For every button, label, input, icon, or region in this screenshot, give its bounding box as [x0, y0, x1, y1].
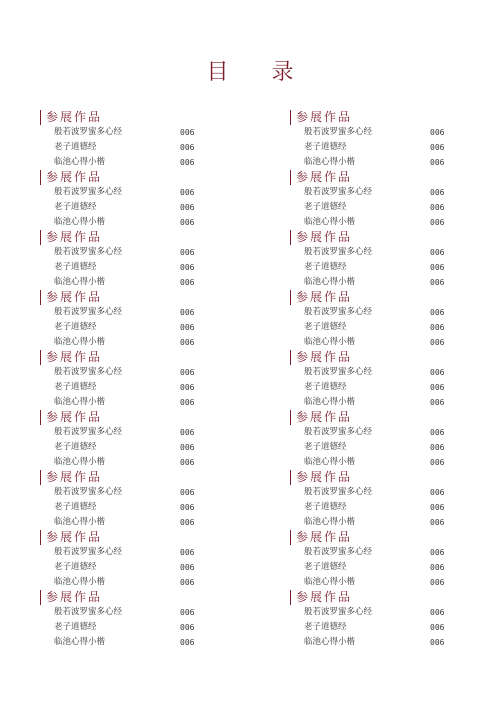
page-number: 006 [430, 308, 445, 317]
toc-entry[interactable] [290, 485, 490, 500]
toc-section [40, 230, 240, 290]
page-number: 006 [430, 548, 445, 557]
toc-entry[interactable] [40, 620, 240, 635]
page-number: 006 [430, 428, 445, 437]
toc-section [290, 470, 490, 530]
entry-title: 老子道德经 [304, 322, 347, 332]
toc-entry[interactable] [40, 545, 240, 560]
entry-title: 临池心得小楷 [54, 457, 106, 467]
toc-entry[interactable] [290, 425, 490, 440]
page-number: 006 [180, 158, 195, 167]
toc-section [290, 410, 490, 470]
page-title: 目 录 [206, 60, 312, 85]
page-number: 006 [430, 623, 445, 632]
entry-title: 般若波罗蜜多心经 [304, 127, 373, 137]
entry-title: 般若波罗蜜多心经 [54, 367, 123, 377]
toc-entry[interactable] [40, 365, 240, 380]
page-number: 006 [180, 338, 195, 347]
toc-entry[interactable] [290, 560, 490, 575]
page-number: 006 [180, 128, 195, 137]
page-number: 006 [180, 488, 195, 497]
entry-title: 临池心得小楷 [54, 577, 106, 587]
toc-entry[interactable] [40, 635, 240, 650]
section-heading[interactable]: 参展作品 [290, 590, 490, 605]
entry-title: 临池心得小楷 [304, 517, 356, 527]
toc-entry[interactable] [40, 560, 240, 575]
page-number: 006 [430, 278, 445, 287]
toc-entry[interactable] [40, 440, 240, 455]
page-number: 006 [180, 518, 195, 527]
toc-entry[interactable] [290, 215, 490, 230]
toc-entry[interactable] [290, 365, 490, 380]
toc-entry[interactable] [290, 620, 490, 635]
page-number: 006 [180, 188, 195, 197]
entry-title: 老子道德经 [54, 202, 97, 212]
entry-title: 老子道德经 [304, 142, 347, 152]
page-number: 006 [180, 503, 195, 512]
toc-entry[interactable] [290, 140, 490, 155]
page-number: 006 [430, 638, 445, 647]
toc-entry[interactable] [290, 545, 490, 560]
page-number: 006 [180, 203, 195, 212]
section-heading[interactable]: 参展作品 [290, 350, 490, 365]
toc-entry[interactable] [290, 335, 490, 350]
toc-entry[interactable] [40, 215, 240, 230]
page-number: 006 [430, 458, 445, 467]
toc-section [290, 170, 490, 230]
toc-entry[interactable] [290, 260, 490, 275]
toc-entry[interactable] [290, 440, 490, 455]
page-number: 006 [430, 443, 445, 452]
toc-section [40, 290, 240, 350]
page-number: 006 [430, 158, 445, 167]
toc-entry[interactable] [290, 515, 490, 530]
entry-title: 般若波罗蜜多心经 [304, 367, 373, 377]
page-number: 006 [430, 383, 445, 392]
entry-title: 老子道德经 [54, 622, 97, 632]
entry-title: 临池心得小楷 [304, 637, 356, 647]
entry-title: 临池心得小楷 [304, 277, 356, 287]
entry-title: 临池心得小楷 [304, 157, 356, 167]
toc-entry[interactable] [40, 455, 240, 470]
toc-entry[interactable] [290, 635, 490, 650]
toc-entry[interactable] [40, 155, 240, 170]
page-number: 006 [430, 503, 445, 512]
section-heading[interactable]: 参展作品 [290, 470, 490, 485]
toc-entry[interactable] [40, 185, 240, 200]
page-number: 006 [180, 548, 195, 557]
toc-entry[interactable] [40, 485, 240, 500]
entry-title: 般若波罗蜜多心经 [54, 247, 123, 257]
toc-entry[interactable] [40, 140, 240, 155]
toc-entry[interactable] [290, 575, 490, 590]
toc-section [40, 410, 240, 470]
entry-title: 般若波罗蜜多心经 [304, 547, 373, 557]
entry-title: 般若波罗蜜多心经 [304, 187, 373, 197]
entry-title: 老子道德经 [304, 382, 347, 392]
section-heading[interactable]: 参展作品 [40, 470, 240, 485]
page-number: 006 [180, 563, 195, 572]
entry-title: 老子道德经 [304, 622, 347, 632]
page-number: 006 [430, 218, 445, 227]
toc-entry[interactable] [40, 575, 240, 590]
entry-title: 般若波罗蜜多心经 [54, 187, 123, 197]
entry-title: 般若波罗蜜多心经 [304, 307, 373, 317]
toc-section [40, 170, 240, 230]
page-number: 006 [430, 488, 445, 497]
page-number: 006 [430, 128, 445, 137]
toc-entry[interactable] [40, 275, 240, 290]
page-number: 006 [180, 263, 195, 272]
entry-title: 临池心得小楷 [304, 457, 356, 467]
toc-entry[interactable] [40, 605, 240, 620]
toc-section [290, 590, 490, 650]
section-heading[interactable]: 参展作品 [40, 530, 240, 545]
entry-title: 老子道德经 [54, 142, 97, 152]
section-heading[interactable]: 参展作品 [290, 170, 490, 185]
section-heading[interactable]: 参展作品 [290, 110, 490, 125]
toc-entry[interactable] [40, 305, 240, 320]
toc-entry[interactable] [40, 260, 240, 275]
toc-entry[interactable] [290, 155, 490, 170]
toc-entry[interactable] [40, 395, 240, 410]
page-number: 006 [180, 248, 195, 257]
page-number: 006 [430, 323, 445, 332]
toc-entry[interactable] [40, 200, 240, 215]
page-number: 006 [180, 308, 195, 317]
toc-section [290, 110, 490, 170]
entry-title: 临池心得小楷 [54, 517, 106, 527]
page-number: 006 [180, 278, 195, 287]
toc-entry[interactable] [290, 500, 490, 515]
entry-title: 老子道德经 [54, 322, 97, 332]
toc-entry[interactable] [290, 380, 490, 395]
page-number: 006 [430, 563, 445, 572]
section-heading[interactable]: 参展作品 [290, 410, 490, 425]
toc-entry[interactable] [40, 335, 240, 350]
page-number: 006 [180, 368, 195, 377]
entry-title: 临池心得小楷 [54, 157, 106, 167]
toc-column-left [40, 110, 240, 650]
toc-entry[interactable] [40, 515, 240, 530]
toc-entry[interactable] [290, 605, 490, 620]
entry-title: 临池心得小楷 [54, 217, 106, 227]
section-heading[interactable]: 参展作品 [40, 350, 240, 365]
toc-column-right [290, 110, 490, 650]
toc-section [40, 350, 240, 410]
page-number: 006 [180, 458, 195, 467]
page-number: 006 [180, 578, 195, 587]
toc-section [40, 110, 240, 170]
toc-section [290, 290, 490, 350]
section-heading[interactable]: 参展作品 [40, 170, 240, 185]
toc-section [40, 470, 240, 530]
toc-section [40, 530, 240, 590]
page-number: 006 [180, 143, 195, 152]
page-number: 006 [430, 368, 445, 377]
page-number: 006 [180, 398, 195, 407]
entry-title: 般若波罗蜜多心经 [304, 247, 373, 257]
toc-entry[interactable] [40, 425, 240, 440]
toc-entry[interactable] [40, 500, 240, 515]
entry-title: 般若波罗蜜多心经 [304, 487, 373, 497]
toc-section [290, 530, 490, 590]
section-heading[interactable]: 参展作品 [40, 230, 240, 245]
page-number: 006 [430, 518, 445, 527]
page-number: 006 [180, 443, 195, 452]
section-heading[interactable]: 参展作品 [290, 290, 490, 305]
page-number: 006 [180, 623, 195, 632]
toc-entry[interactable] [40, 125, 240, 140]
page-number: 006 [430, 188, 445, 197]
section-heading[interactable]: 参展作品 [40, 290, 240, 305]
toc-entry[interactable] [290, 245, 490, 260]
toc-entry[interactable] [290, 320, 490, 335]
entry-title: 老子道德经 [54, 442, 97, 452]
entry-title: 般若波罗蜜多心经 [54, 487, 123, 497]
page-number: 006 [430, 398, 445, 407]
toc-entry[interactable] [290, 200, 490, 215]
entry-title: 临池心得小楷 [304, 577, 356, 587]
entry-title: 老子道德经 [54, 262, 97, 272]
entry-title: 老子道德经 [304, 442, 347, 452]
section-heading[interactable]: 参展作品 [290, 230, 490, 245]
toc-section [290, 350, 490, 410]
entry-title: 般若波罗蜜多心经 [304, 427, 373, 437]
section-heading[interactable]: 参展作品 [40, 110, 240, 125]
toc-entry[interactable] [290, 395, 490, 410]
section-heading[interactable]: 参展作品 [40, 410, 240, 425]
entry-title: 老子道德经 [304, 202, 347, 212]
entry-title: 般若波罗蜜多心经 [54, 607, 123, 617]
toc-entry[interactable] [40, 320, 240, 335]
page-number: 006 [430, 143, 445, 152]
toc-entry[interactable] [40, 245, 240, 260]
entry-title: 般若波罗蜜多心经 [54, 127, 123, 137]
page-number: 006 [180, 608, 195, 617]
entry-title: 老子道德经 [304, 262, 347, 272]
entry-title: 临池心得小楷 [304, 217, 356, 227]
entry-title: 般若波罗蜜多心经 [54, 427, 123, 437]
page-number: 006 [430, 263, 445, 272]
toc-entry[interactable] [40, 380, 240, 395]
entry-title: 临池心得小楷 [304, 337, 356, 347]
entry-title: 临池心得小楷 [54, 337, 106, 347]
section-heading[interactable]: 参展作品 [40, 590, 240, 605]
page-number: 006 [180, 323, 195, 332]
toc-entry[interactable] [290, 125, 490, 140]
entry-title: 老子道德经 [54, 382, 97, 392]
page-number: 006 [180, 218, 195, 227]
page-number: 006 [180, 428, 195, 437]
toc-section [290, 230, 490, 290]
section-heading[interactable]: 参展作品 [290, 530, 490, 545]
entry-title: 老子道德经 [54, 502, 97, 512]
page-number: 006 [430, 203, 445, 212]
entry-title: 临池心得小楷 [304, 397, 356, 407]
entry-title: 老子道德经 [304, 562, 347, 572]
entry-title: 般若波罗蜜多心经 [304, 607, 373, 617]
toc-entry[interactable] [290, 275, 490, 290]
entry-title: 临池心得小楷 [54, 637, 106, 647]
page-number: 006 [430, 338, 445, 347]
entry-title: 老子道德经 [304, 502, 347, 512]
page-number: 006 [430, 578, 445, 587]
entry-title: 临池心得小楷 [54, 397, 106, 407]
entry-title: 般若波罗蜜多心经 [54, 547, 123, 557]
toc-entry[interactable] [290, 455, 490, 470]
entry-title: 般若波罗蜜多心经 [54, 307, 123, 317]
page-number: 006 [180, 383, 195, 392]
toc-entry[interactable] [290, 305, 490, 320]
toc-entry[interactable] [290, 185, 490, 200]
entry-title: 老子道德经 [54, 562, 97, 572]
page-number: 006 [430, 248, 445, 257]
entry-title: 临池心得小楷 [54, 277, 106, 287]
page-number: 006 [430, 608, 445, 617]
toc-section [40, 590, 240, 650]
page-number: 006 [180, 638, 195, 647]
